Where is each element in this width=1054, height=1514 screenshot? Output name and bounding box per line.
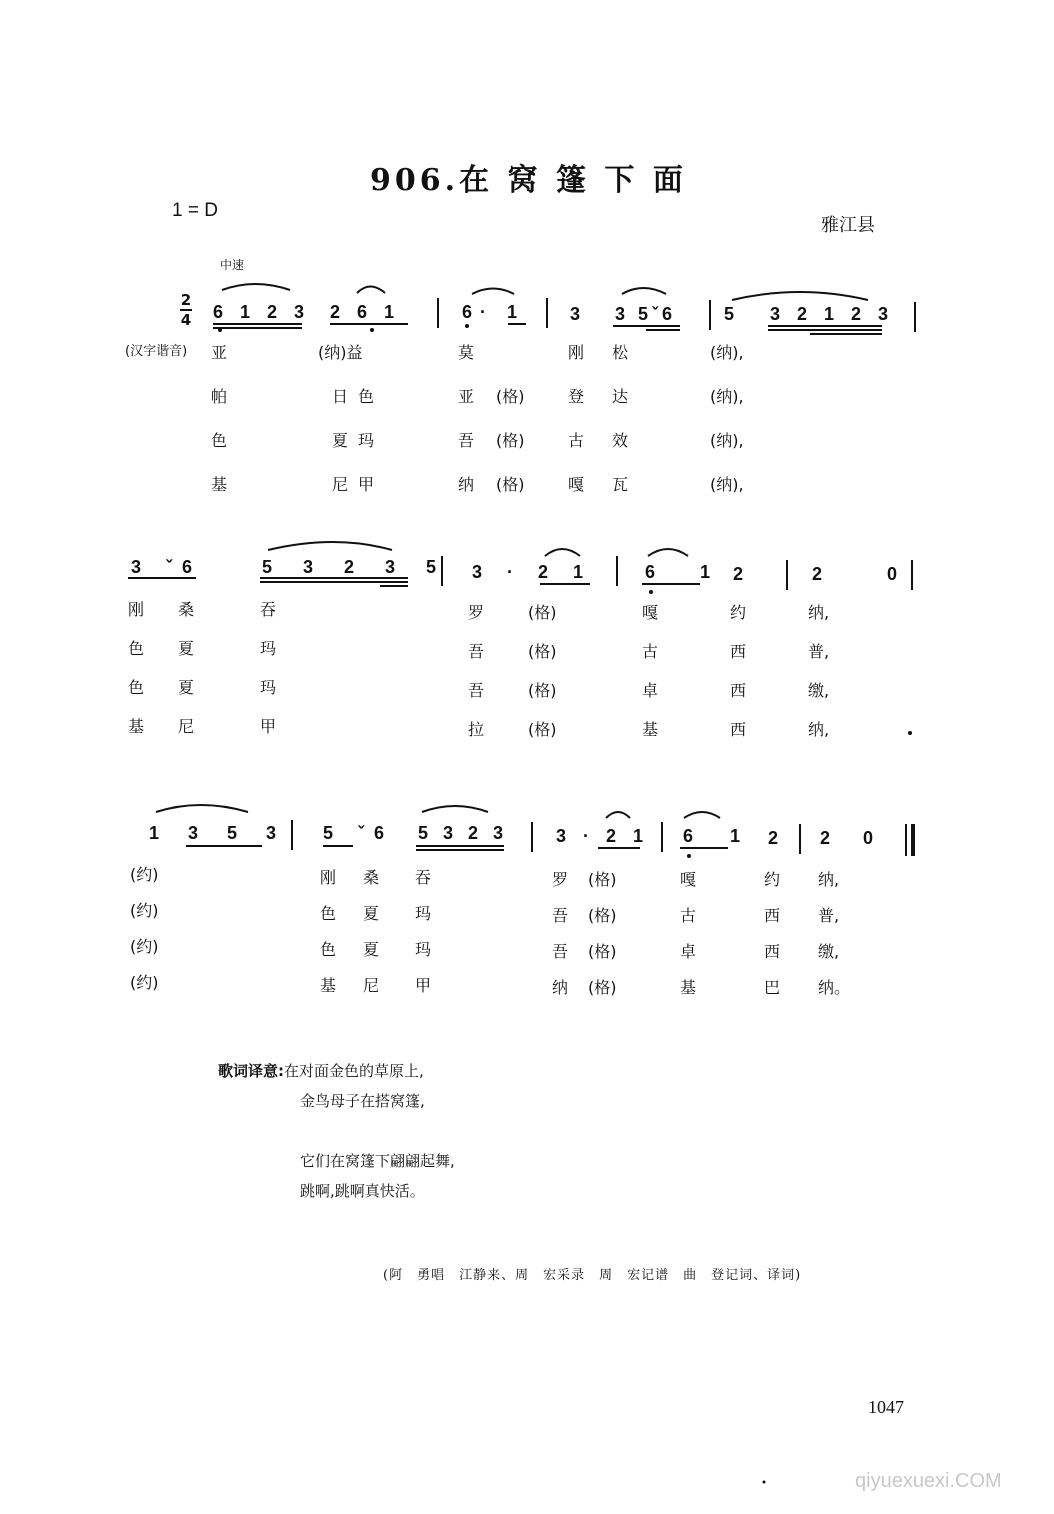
lyric-syllable: 吾 [458,431,475,450]
s2-note-group: 3 · 2 1 [472,562,594,582]
lyric-syllable: 约 [730,603,747,622]
s2-note-group: 3 ˇ6 [131,557,203,577]
lyric-syllable: (格) [528,642,557,661]
lyric-syllable: 纳。 [818,978,851,997]
s2-note-group: 2 [733,564,744,584]
lyric-syllable: 基 [211,475,228,494]
lyric-syllable: 松 [612,343,629,362]
lyric-syllable: 嘎 [568,475,585,494]
s3-note-group: 3 · 2 1 [556,826,650,846]
lyric-syllable: (格) [588,978,617,997]
octave-dot [465,324,469,328]
slur [732,292,868,300]
slur [684,812,720,818]
tempo-marking: 中速 [220,258,245,272]
lyric-syllable: 玛 [415,940,432,959]
lyric-syllable: 色 [128,678,145,697]
lyric-syllable: 拉 [468,720,485,739]
lyric-syllable: 色 [211,431,228,450]
lyric-syllable: 玛 [415,904,432,923]
lyric-syllable: (纳), [710,387,744,406]
lyric-syllable: 甲 [415,976,432,995]
lyric-syllable: 夏 [178,678,195,697]
lyric-syllable: (格) [496,475,525,494]
song-title: 906.在 窝 篷 下 面 [370,163,687,198]
lyric-syllable: 缴, [808,681,830,700]
translation-line: 金鸟母子在搭窝篷, [300,1092,425,1110]
lyric-syllable: 吞 [415,868,432,887]
lyric-syllable: 基 [680,978,697,997]
lyric-syllable: 吞 [260,600,277,619]
lyric-syllable: 日色 [332,387,385,406]
octave-dot [687,854,691,858]
translation-line: 在对面金色的草原上, [284,1062,424,1080]
s1-note-group: 3 [570,304,581,324]
s3-note-group: 5 ˇ6 [323,823,395,843]
lyric-syllable: (格) [588,870,617,889]
lyric-syllable: (纳), [710,475,744,494]
lyric-syllable: 纳, [818,870,840,889]
lyric-syllable: 卓 [680,942,697,961]
s1-note-group: 3 2 1 2 3 [770,304,895,324]
slur [472,289,514,295]
lyric-syllable: (格) [588,906,617,925]
lyric-syllable: (格) [496,387,525,406]
time-signature-bottom: 4 [180,311,192,329]
lyric-syllable: 吾 [552,906,569,925]
lyric-syllable: 基 [642,720,659,739]
lyric-syllable: 夏 [363,940,380,959]
key-signature: 1 = D [172,200,218,221]
lyric-syllable: 约 [764,870,781,889]
lyric-syllable: 古 [642,642,659,661]
lyric-syllable: 亚 [211,343,228,362]
credits-line: (阿 勇唱 江静来、周 宏采录 周 宏记谱 曲 登记词、译词) [383,1268,802,1283]
s1-note-group: 2 6 1 [330,302,401,322]
lyric-syllable: 桑 [178,600,195,619]
lyric-syllable: 尼甲 [332,475,385,494]
lyric-syllable: 古 [680,906,697,925]
lyric-syllable: 古 [568,431,585,450]
s1-note-group: 3 5ˇ6 [615,304,677,324]
lyric-syllable: 莫 [458,343,475,362]
s2-note-group: 2 0 [812,564,928,584]
s3-note-group: 2 0 [820,828,888,848]
lyric-syllable: 西 [730,642,747,661]
lyric-syllable: 玛 [260,678,277,697]
lyric-syllable: 玛 [260,639,277,658]
lyric-syllable: (格) [528,720,557,739]
translation-line [218,1116,455,1146]
lyric-syllable: 西 [764,942,781,961]
lyric-syllable: 瓦 [612,475,629,494]
lyric-syllable: 吾 [552,942,569,961]
slur [606,812,630,818]
slur [357,287,385,294]
s2-note-group: 6 1 [645,562,731,582]
lyric-syllable: 桑 [363,868,380,887]
lyrics-note: (汉字谐音) [125,344,188,359]
lyric-syllable: (约) [130,865,159,884]
slur [268,542,392,550]
lyric-syllable: 嘎 [642,603,659,622]
lyric-syllable: 刚 [568,343,585,362]
lyric-syllable: 纳, [808,603,830,622]
lyric-syllable: 色 [320,904,337,923]
lyric-syllable: 卓 [642,681,659,700]
lyric-syllable: 帕 [211,387,228,406]
s3-note-group: 5 3 2 3 [418,823,509,843]
lyric-syllable: 尼 [363,976,380,995]
lyric-syllable: 纳 [458,475,475,494]
s1-note-group: 5 [724,304,735,324]
lyric-syllable: 色 [320,940,337,959]
s3-note-group: 2 [768,828,779,848]
time-signature-top: 2 [180,291,192,309]
lyric-syllable: (格) [588,942,617,961]
lyric-syllable: 西 [730,720,747,739]
slur [156,805,248,812]
page-number: 1047 [868,1397,904,1417]
lyric-syllable: 巴 [764,978,781,997]
lyric-syllable: 色 [128,639,145,658]
lyric-syllable: 纳, [808,720,830,739]
lyric-syllable: 缴, [818,942,840,961]
translation-label: 歌词译意: [218,1062,284,1080]
slur [648,549,688,556]
lyric-syllable: 刚 [128,600,145,619]
lyric-syllable: 普, [808,642,830,661]
lyric-syllable: 罗 [468,603,485,622]
lyric-syllable: 达 [612,387,629,406]
lyric-syllable: 刚 [320,868,337,887]
lyric-syllable: (格) [496,431,525,450]
lyric-syllable: 亚 [458,387,475,406]
lyric-syllable: 嘎 [680,870,697,889]
lyric-syllable: 普, [818,906,840,925]
s2-note-group: 5 3 2 3 5 [262,557,450,577]
stray-dot [763,1481,766,1484]
lyric-syllable: (纳), [710,343,744,362]
lyric-syllable: 吾 [468,642,485,661]
slur [622,288,666,294]
lyric-syllable: (约) [130,901,159,920]
slur [545,549,580,556]
lyric-syllable: 夏玛 [332,431,385,450]
lyric-syllable: (约) [130,937,159,956]
lyric-syllable: 西 [764,906,781,925]
slur [422,806,488,812]
stray-dot [908,731,912,735]
lyric-syllable: (格) [528,681,557,700]
lyric-syllable: (格) [528,603,557,622]
lyric-syllable: 登 [568,387,585,406]
lyric-syllable: 夏 [363,904,380,923]
lyrics-translation [218,1056,455,1206]
lyric-syllable: 基 [320,976,337,995]
lyric-syllable: 夏 [178,639,195,658]
lyric-syllable: 效 [612,431,629,450]
lyric-syllable: (约) [130,973,159,992]
s1-note-group: 6· 1 [462,302,526,322]
lyric-syllable: (纳), [710,431,744,450]
s3-note-group: 6 1 [683,826,757,846]
octave-dot [649,590,653,594]
octave-dot [370,328,374,332]
translation-line: 跳啊,跳啊真快活。 [300,1182,425,1200]
translation-line: 它们在窝篷下翩翩起舞, [300,1152,455,1170]
s1-note-group: 6 1 2 3 [213,302,311,322]
lyric-syllable: 纳 [552,978,569,997]
s3-note-group: 1 3 5 3 [149,823,289,843]
lyric-syllable: 基 [128,717,145,736]
lyric-syllable: 甲 [260,717,277,736]
lyric-syllable: 罗 [552,870,569,889]
lyric-syllable: (纳)益 [318,343,363,362]
lyric-syllable: 吾 [468,681,485,700]
lyric-syllable: 尼 [178,717,195,736]
region-label: 雅江县 [821,215,875,236]
lyric-syllable: 西 [730,681,747,700]
watermark-text: qiyuexuexi.COM [855,1470,1002,1492]
slur [222,284,290,290]
octave-dot [218,328,222,332]
